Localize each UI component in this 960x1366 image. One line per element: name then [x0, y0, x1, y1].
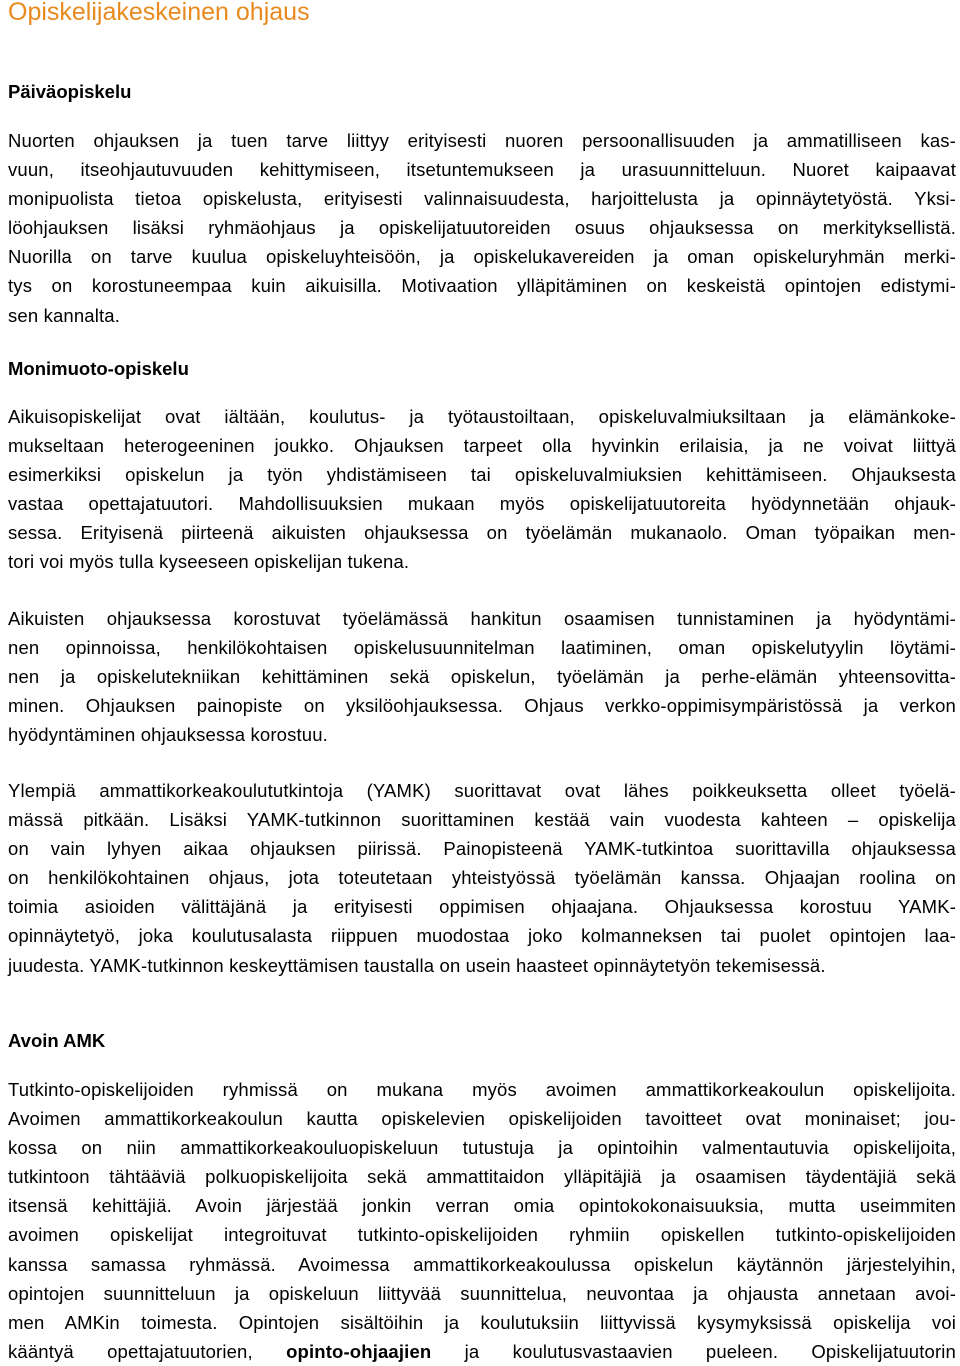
text-line: Ylempiä ammattikorkeakoulututkintoja (YAMK) suorittavat ovat lähes poikkeuksetta olleet työelä- [8, 780, 956, 801]
text-line: on vain lyhyen aikaa ohjauksen piirissä. Painopisteenä YAMK-tutkintoa suorittavilla ohjauksessa [8, 838, 956, 860]
paragraph [8, 126, 956, 330]
text-line: men AMKin toimesta. Opintojen sisältöihin ja koulutuksiin liittyvissä kysymyksissä opiskelija voi [8, 1311, 956, 1333]
text-line: kanssa samassa ryhmässä. Avoimessa ammattikorkeakoulussa opiskelun käytännön järjestelyihin, [8, 1253, 956, 1275]
text-line: Nuorilla on tarve kuulua opiskeluyhteisöön, ja opiskelukavereiden ja oman opiskeluryhmän merki- [8, 246, 956, 268]
text-line: tys on korostuneempaa kuin aikuisilla. Motivaation ylläpitäminen on keskeistä opintojen edistymi- [8, 275, 956, 297]
text-line: Nuorten ohjauksen ja tuen tarve liittyy erityisesti nuoren persoonallisuuden ja ammatilliseen kas- [8, 130, 956, 151]
text-line: esimerkiksi opiskelun ja työn yhdistämiseen tai opiskeluvalmiuksien kehittämiseen. Ohjauksesta [8, 464, 956, 486]
text-line: mässä pitkään. Lisäksi YAMK-tutkinnon suorittaminen kestää vain vuodesta kahteen – opiskelija [8, 809, 956, 831]
text-line: minen. Ohjauksen painopiste on yksilöohjauksessa. Ohjaus verkko-oppimisympäristössä ja verkon [8, 695, 956, 717]
text-line: toimia asioiden välittäjänä ja erityisesti oppimisen ohjaajana. Ohjauksessa korostuu YAMK- [8, 896, 956, 918]
text-line: hyödyntäminen ohjauksessa korostuu. [8, 724, 328, 746]
text-line: avoimen opiskelijat integroituvat tutkinto-opiskelijoiden ryhmiin opiskellen tutkinto-opiskelijoiden [8, 1224, 956, 1246]
text-line: tutkintoon tähtääviä polkuopiskelijoita sekä ammattitaidon ylläpitäjiä ja osaamisen täydentäjiä sekä [8, 1166, 956, 1188]
page-title: Opiskelijakeskeinen ohjaus [8, 0, 310, 26]
text-line: Avoimen ammattikorkeakoulun kautta opiskelevien opiskelijoiden tavoitteet ovat moninaiset; jou- [8, 1108, 956, 1130]
text-line: tori voi myös tulla kyseeseen opiskelijan tukena. [8, 551, 410, 573]
section-heading-monimuoto-opiskelu: Monimuoto-opiskelu [8, 358, 189, 379]
text-run: kääntyä opettajatuutorien, [8, 1340, 253, 1362]
text-line: löohjauksen lisäksi ryhmäohjaus ja opiskelijatuutoreiden osuus ohjauksessa on merkityksellistä. [8, 217, 956, 239]
section-heading-avoin-amk: Avoin AMK [8, 1030, 106, 1051]
text-line: Aikuisopiskelijat ovat iältään, koulutus- ja työtaustoiltaan, opiskeluvalmiuksiltaan ja elämänkoke- [8, 406, 956, 427]
text-line: opinnäytetyö, joka koulutusalasta riippuen muodostaa joko kolmanneksen tai puolet opintojen laa- [8, 925, 956, 947]
text-line: opintojen suunnitteluun ja opiskeluun liittyvää suunnittelua, neuvontaa ja ohjausta annetaan avoi- [8, 1282, 956, 1304]
text-line: sen kannalta. [8, 304, 121, 326]
text-run: ja koulutusvastaavien pueleen. Opiskelijatuutorin [464, 1340, 956, 1362]
text-line: kossa on niin ammattikorkeakouluopiskeluun tutustuja ja opintoihin valmentautuvia opiskelijoita, [8, 1137, 956, 1159]
text-line: mukseltaan heterogeeninen joukko. Ohjauksen tarpeet olla hyvinkin erilaisia, ja ne voivat liittyä [8, 435, 956, 457]
text-line: vuun, itseohjautuvuuden kehittymiseen, itsetuntemukseen ja urasuunnitteluun. Nuoret kaipaavat [8, 159, 956, 181]
text-line: itsensä kehittäjiä. Avoin järjestää jonkin verran omia opintokokonaisuuksia, mutta useimmiten [8, 1195, 956, 1217]
text-line: Tutkinto-opiskelijoiden ryhmissä on mukana myös avoimen ammattikorkeakoulun opiskelijoita. [8, 1079, 956, 1100]
text-line: juudesta. YAMK-tutkinnon keskeyttämisen taustalla on usein haasteet opinnäytetyön tekemisessä. [8, 954, 826, 976]
text-line: vastaa opettajatuutori. Mahdollisuuksien mukaan myös opiskelijatuutoreita hyödynnetään ohjauk- [8, 493, 956, 515]
paragraph [8, 402, 956, 577]
bold-text-run: opinto-ohjaajien [286, 1340, 432, 1362]
text-line: on henkilökohtainen ohjaus, jota toteutetaan yhteistyössä työelämän kanssa. Ohjaajan roolina on [8, 867, 956, 889]
text-line: nen ja opiskelutekniikan kehittäminen sekä opiskelun, työelämän ja perhe-elämän yhteensovitta- [8, 666, 956, 688]
paragraph [8, 776, 956, 980]
text-line: monipuolista tietoa opiskelusta, erityisesti valinnaisuudesta, harjoittelusta ja opinnäytetyöstä. Yksi- [8, 188, 956, 210]
section-heading-paivaopiskelu: Päiväopiskelu [8, 81, 132, 102]
text-line: sessa. Erityisenä piirteenä aikuisten ohjauksessa on työelämän mukanaolo. Oman työpaikan men- [8, 522, 956, 544]
paragraph [8, 604, 956, 749]
text-line: nen opinnoissa, henkilökohtaisen opiskelusuunnitelman laatiminen, oman opiskelutyylin löytämi- [8, 637, 956, 659]
paragraph [8, 1075, 956, 1366]
text-line: Aikuisten ohjauksessa korostuvat työelämässä hankitun osaamisen tunnistaminen ja hyödyntämi- [8, 608, 956, 629]
